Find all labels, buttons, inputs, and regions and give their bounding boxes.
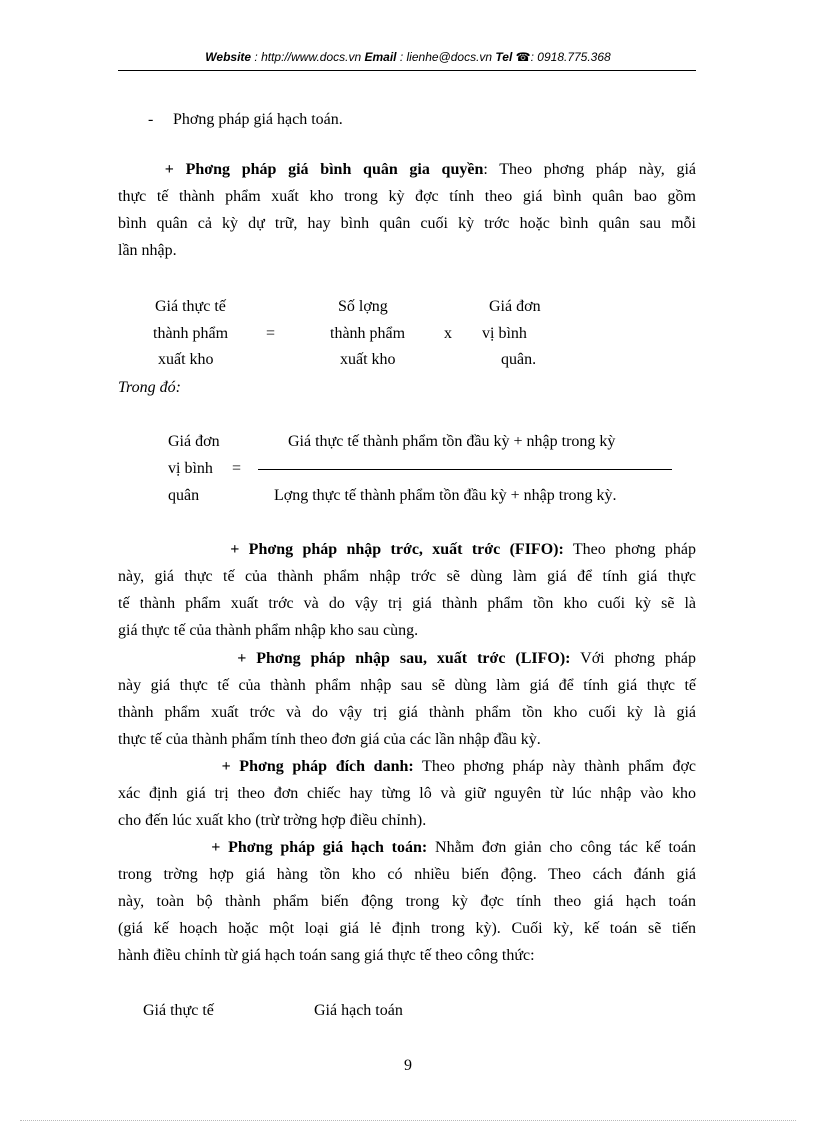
p1-line2: thực tế thành phẩm xuất kho trong kỳ đợc tính theo giá bình quân bao gồm [118,188,696,205]
trong-do-label: Trong đó: [118,379,181,396]
email-label: Email [364,50,397,64]
dichdanh-line1: + Phơng pháp đích danh: Theo phơng pháp này thành phẩm đợc [221,758,697,775]
f1-right-3: quân. [501,351,537,368]
f2-denominator: Lợng thực tế thành phẩm tồn đầu kỳ + nhập trong kỳ. [274,487,617,504]
hachtoan-line5: hành điều chỉnh từ giá hạch toán sang giá thực tế theo công thức: [118,947,535,964]
p1-lead: + Phơng pháp giá bình quân gia quyền [164,161,484,178]
phone-icon: ☎ [515,50,531,64]
f1-left-3: xuất kho [158,351,214,368]
f3-left: Giá thực tế [143,1002,214,1019]
lifo-line4: thực tế của thành phẩm tính theo đơn giá của các lần nhập đầu kỳ. [118,731,541,748]
f1-mid-1: Số lợng [338,298,388,315]
f1-times: x [444,325,452,342]
hachtoan-line2: trong trờng hợp giá hàng tồn kho có nhiều biến động. Theo cách đánh giá [118,866,696,883]
fifo-lead: + Phơng pháp nhập trớc, xuất trớc (FIFO): [230,541,564,558]
website-value: : http://www.docs.vn [254,50,362,64]
header-rule [118,70,696,71]
f2-equals: = [232,460,242,477]
footer-dotted-rule [20,1120,796,1121]
f1-mid-2: thành phẩm [330,325,406,342]
fifo-line2: này, giá thực tế của thành phẩm nhập trớc sẽ dùng làm giá để tính giá thực [118,568,696,585]
bullet-text: Phơng pháp giá hạch toán. [173,111,343,128]
email-value: : lienhe@docs.vn [399,50,493,64]
f1-left-1: Giá thực tế [155,298,226,315]
p1-line4: lần nhập. [118,242,177,259]
lifo-line2: này giá thực tế của thành phẩm nhập sau sẽ dùng làm giá để tính giá thực tế [118,677,696,694]
bullet-dash: - [148,111,154,128]
hachtoan-lead: + Phơng pháp giá hạch toán: [211,839,428,856]
dichdanh-lead: + Phơng pháp đích danh: [221,758,414,775]
f1-left-2: thành phẩm [153,325,229,342]
tel-label: Tel [495,50,513,64]
dichdanh-line3: cho đến lúc xuất kho (trừ trờng hợp điều chỉnh). [118,812,427,829]
p1-line1: + Phơng pháp giá bình quân gia quyền: Theo phơng pháp này, giá [164,161,697,178]
dichdanh-line2: xác định giá trị theo đơn chiếc hay từng lô và giữ nguyên từ lúc nhập vào kho [118,785,696,802]
lifo-lead: + Phơng pháp nhập sau, xuất trớc (LIFO): [237,650,571,667]
fifo-line1: + Phơng pháp nhập trớc, xuất trớc (FIFO): Theo phơng pháp [230,541,697,558]
fifo-line3: tế thành phẩm xuất trớc và do vậy trị giá thành phẩm tồn kho cuối kỳ sẽ là [118,595,696,612]
hachtoan-line1: + Phơng pháp giá hạch toán: Nhằm đơn giản cho công tác kế toán [211,839,697,856]
page-header [0,50,816,64]
f1-mid-3: xuất kho [340,351,396,368]
f3-right: Giá hạch toán [314,1002,403,1019]
fifo-line4: giá thực tế của thành phẩm nhập kho sau cùng. [118,622,419,639]
f2-numerator: Giá thực tế thành phẩm tồn đầu kỳ + nhập trong kỳ [288,433,616,450]
page-number: 9 [404,1057,412,1074]
f1-equals: = [266,325,276,342]
lifo-line1: + Phơng pháp nhập sau, xuất trớc (LIFO): Với phơng pháp [237,650,697,667]
f2-left-3: quân [168,487,200,504]
hachtoan-line4: (giá kế hoạch hoặc một loại giá lẻ định trong kỳ). Cuối kỳ, kế toán sẽ tiến [118,920,696,937]
fraction-bar [258,469,672,470]
f2-left-1: Giá đơn [168,433,220,450]
tel-value: : 0918.775.368 [530,50,611,64]
website-label: Website [205,50,252,64]
hachtoan-line3: này, toàn bộ thành phẩm biến động trong kỳ đợc tính theo giá hạch toán [118,893,696,910]
f2-left-2: vị bình [168,460,213,477]
lifo-line3: thành phẩm xuất trớc và do vậy trị giá thành phẩm tồn kho cuối kỳ là giá [118,704,696,721]
p1-line3: bình quân cả kỳ dự trữ, hay bình quân cuối kỳ trớc hoặc bình quân sau mỗi [118,215,696,232]
f1-right-2: vị bình [482,325,527,342]
f1-right-1: Giá đơn [489,298,541,315]
